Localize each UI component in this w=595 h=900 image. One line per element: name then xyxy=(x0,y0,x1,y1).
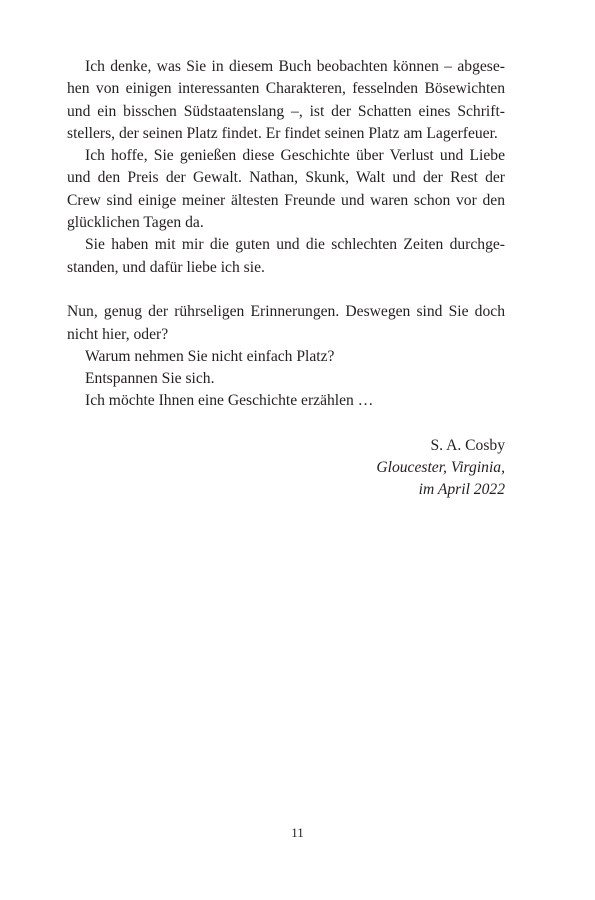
body-text xyxy=(67,56,505,502)
paragraph-5: Warum nehmen Sie nicht einfach Platz? xyxy=(85,347,335,365)
paragraph-1: Ich denke, was Sie in diesem Buch beobachten können – abgesehen von einigen interessanten Charakteren, fesselnden Bösewichten und ein bisschen Südstaatenslang –, ist der Schatten eines Schriftstellers, der seinen Platz findet. Er findet seinen Platz am Lagerfeuer. xyxy=(67,58,505,142)
paragraph-2: Ich hoffe, Sie genießen diese Geschichte über Verlust und Liebe und den Preis der Gewalt. Nathan, Skunk, Walt und der Rest der Crew sind einige meiner ältesten Freunde und waren schon vor den glücklichen Tagen da. xyxy=(67,147,505,232)
signature-author: S. A. Cosby xyxy=(430,436,505,454)
paragraph-3: Sie haben mit mir die guten und die schlechten Zeiten durchgestanden, und dafür liebe ich sie. xyxy=(67,236,505,276)
paragraph-7: Ich möchte Ihnen eine Geschichte erzählen … xyxy=(85,392,374,410)
signature-place: Gloucester, Virginia, xyxy=(376,459,505,477)
paragraph-4: Nun, genug der rührseligen Erinnerungen. Deswegen sind Sie doch nicht hier, oder? xyxy=(67,303,505,343)
signature-block xyxy=(67,435,505,502)
signature-date: im April 2022 xyxy=(418,481,505,499)
paragraph-6: Entspannen Sie sich. xyxy=(85,370,215,388)
page-number: 11 xyxy=(291,825,304,840)
